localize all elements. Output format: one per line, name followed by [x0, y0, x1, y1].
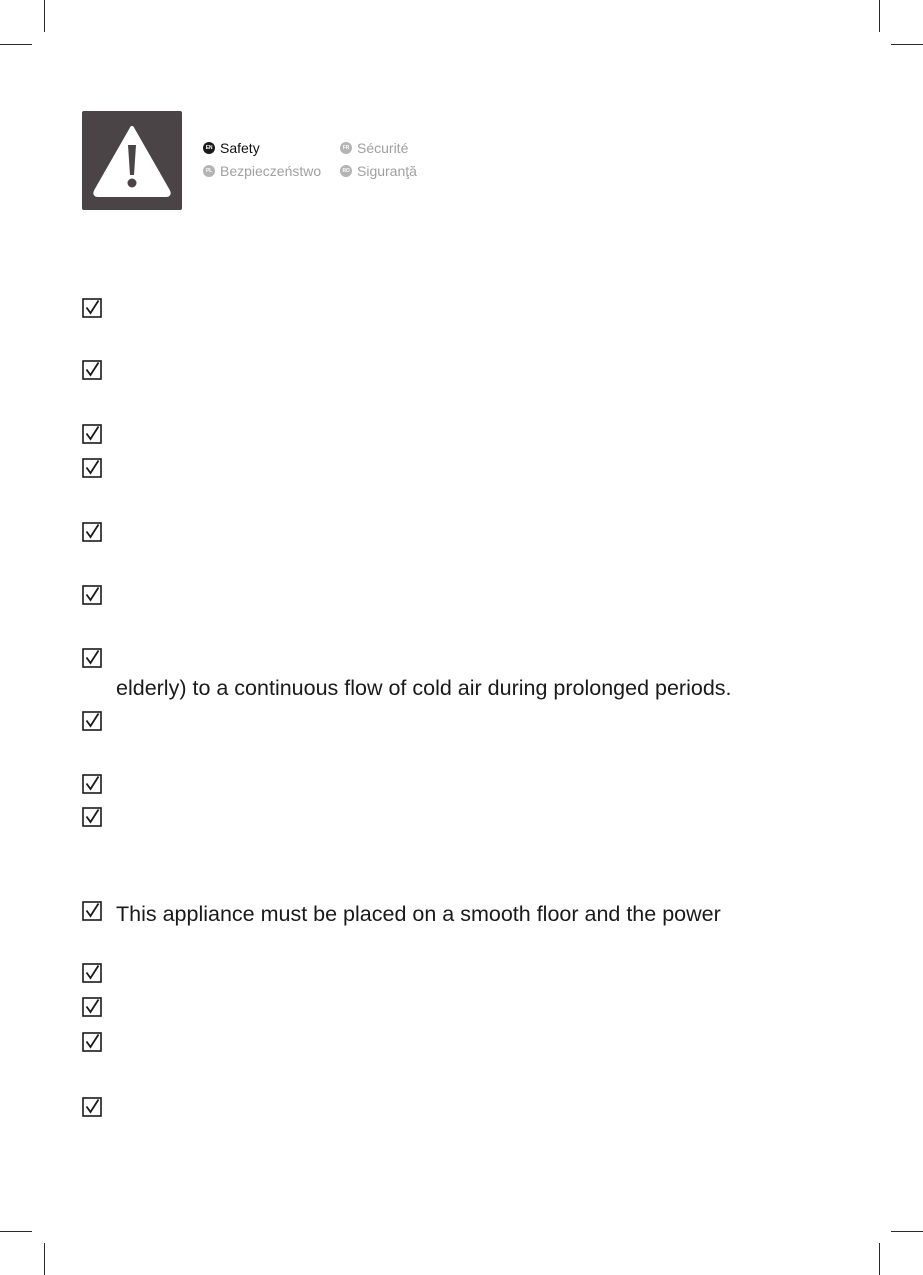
checkbox-checked-icon[interactable]: [82, 1097, 102, 1117]
warning-triangle-icon: [82, 111, 182, 210]
warning-box: [82, 111, 182, 210]
checkbox-checked-icon[interactable]: [82, 774, 102, 794]
crop-mark: [44, 0, 45, 32]
checklist-text: This appliance must be placed on a smooth floor and the power: [116, 902, 721, 926]
crop-mark: [44, 1243, 45, 1275]
checkbox-checked-icon[interactable]: [82, 424, 102, 444]
lang-item-pl[interactable]: [203, 163, 321, 179]
lang-code-badge: EN: [203, 142, 215, 154]
lang-code-badge: PL: [203, 165, 215, 177]
lang-label: Safety: [220, 140, 260, 156]
lang-item-fr[interactable]: [340, 140, 408, 156]
language-list: [203, 140, 463, 190]
lang-item-en[interactable]: [203, 140, 260, 156]
lang-item-ro[interactable]: [340, 163, 417, 179]
lang-label: Bezpieczeństwo: [220, 163, 322, 179]
crop-mark: [891, 1231, 923, 1232]
checkbox-checked-icon[interactable]: [82, 807, 102, 827]
checkbox-checked-icon[interactable]: [82, 711, 102, 731]
checkbox-checked-icon[interactable]: [82, 963, 102, 983]
checkbox-checked-icon[interactable]: [82, 901, 102, 921]
crop-mark: [0, 44, 32, 45]
checkbox-checked-icon[interactable]: [82, 522, 102, 542]
lang-label: Siguranţă: [357, 163, 417, 179]
lang-code-badge: FR: [340, 142, 352, 154]
checkbox-checked-icon[interactable]: [82, 1032, 102, 1052]
crop-mark: [879, 0, 880, 32]
checkbox-checked-icon[interactable]: [82, 585, 102, 605]
lang-label: Sécurité: [357, 140, 409, 156]
checkbox-checked-icon[interactable]: [82, 458, 102, 478]
checklist-continuation-text: elderly) to a continuous flow of cold air during prolonged periods.: [116, 676, 732, 700]
checkbox-checked-icon[interactable]: [82, 298, 102, 318]
crop-mark: [0, 1231, 32, 1232]
checkbox-checked-icon[interactable]: [82, 360, 102, 380]
lang-code-badge: RO: [340, 165, 352, 177]
crop-mark: [879, 1243, 880, 1275]
checkbox-checked-icon[interactable]: [82, 648, 102, 668]
checkbox-checked-icon[interactable]: [82, 997, 102, 1017]
crop-mark: [891, 44, 923, 45]
